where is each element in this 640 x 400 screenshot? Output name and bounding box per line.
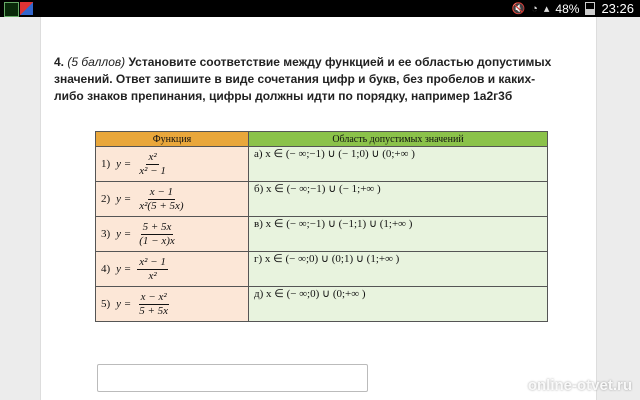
wifi-icon: ◔ bbox=[531, 2, 538, 15]
row-number: 5) bbox=[101, 298, 111, 310]
function-lhs: y = bbox=[116, 193, 132, 205]
function-fraction bbox=[137, 221, 177, 248]
clock: 23:26 bbox=[601, 1, 634, 16]
signal-icon: ▴ bbox=[543, 3, 550, 15]
function-cell bbox=[96, 182, 249, 217]
function-fraction bbox=[137, 291, 170, 318]
function-fraction bbox=[137, 186, 185, 213]
domain-cell: в) x ∈ (− ∞;−1) ∪ (−1;1) ∪ (1;+∞ ) bbox=[249, 217, 548, 252]
denominator: x²(5 + 5x) bbox=[139, 199, 184, 212]
watermark: online-otvet.ru bbox=[527, 377, 632, 394]
mute-icon: 🔇 bbox=[511, 3, 526, 15]
denominator: x² − 1 bbox=[139, 164, 166, 177]
battery-percent: 48% bbox=[555, 1, 580, 16]
answer-input[interactable] bbox=[97, 364, 368, 392]
function-cell bbox=[96, 217, 249, 252]
domain-cell: д) x ∈ (− ∞;0) ∪ (0;+∞ ) bbox=[249, 287, 548, 322]
function-fraction bbox=[137, 256, 168, 283]
app-icon bbox=[4, 2, 19, 17]
function-cell bbox=[96, 147, 249, 182]
domain-cell: а) x ∈ (− ∞;−1) ∪ (− 1;0) ∪ (0;+∞ ) bbox=[249, 147, 548, 182]
denominator: (1 − x)x bbox=[139, 234, 175, 247]
domain-cell: б) x ∈ (− ∞;−1) ∪ (− 1;+∞ ) bbox=[249, 182, 548, 217]
question-text bbox=[54, 54, 554, 105]
question-body: Установите соответствие между функцией и ее областью допустимых значений. Ответ запишите в виде сочетания цифр и букв, без пробелов и каких-либо знаков препинания, цифры должны идти по порядку, например 1а2г3б bbox=[54, 55, 552, 103]
battery-icon bbox=[585, 2, 595, 15]
denominator: 5 + 5x bbox=[139, 304, 169, 317]
function-cell bbox=[96, 252, 249, 287]
function-lhs: y = bbox=[116, 298, 132, 310]
numerator: x² − 1 bbox=[139, 255, 166, 268]
function-cell bbox=[96, 287, 249, 322]
header-domain: Область допустимых значений bbox=[249, 132, 548, 147]
row-number: 3) bbox=[101, 228, 111, 240]
numerator: 5 + 5x bbox=[142, 220, 172, 233]
matching-table bbox=[95, 131, 548, 322]
row-number: 4) bbox=[101, 263, 111, 275]
numerator: x − x² bbox=[140, 290, 167, 303]
domain-cell: г) x ∈ (− ∞;0) ∪ (0;1) ∪ (1;+∞ ) bbox=[249, 252, 548, 287]
function-lhs: y = bbox=[116, 263, 132, 275]
question-points: (5 баллов) bbox=[67, 55, 126, 69]
numerator: x² bbox=[148, 150, 157, 163]
flag-icon bbox=[20, 2, 33, 15]
numerator: x − 1 bbox=[149, 185, 174, 198]
row-number: 1) bbox=[101, 158, 111, 170]
function-fraction bbox=[137, 151, 168, 178]
denominator: x² bbox=[148, 269, 157, 282]
function-lhs: y = bbox=[116, 158, 132, 170]
function-lhs: y = bbox=[116, 228, 132, 240]
row-number: 2) bbox=[101, 193, 111, 205]
status-bar bbox=[0, 0, 640, 17]
question-number: 4. bbox=[54, 55, 65, 69]
header-function: Функция bbox=[96, 132, 249, 147]
